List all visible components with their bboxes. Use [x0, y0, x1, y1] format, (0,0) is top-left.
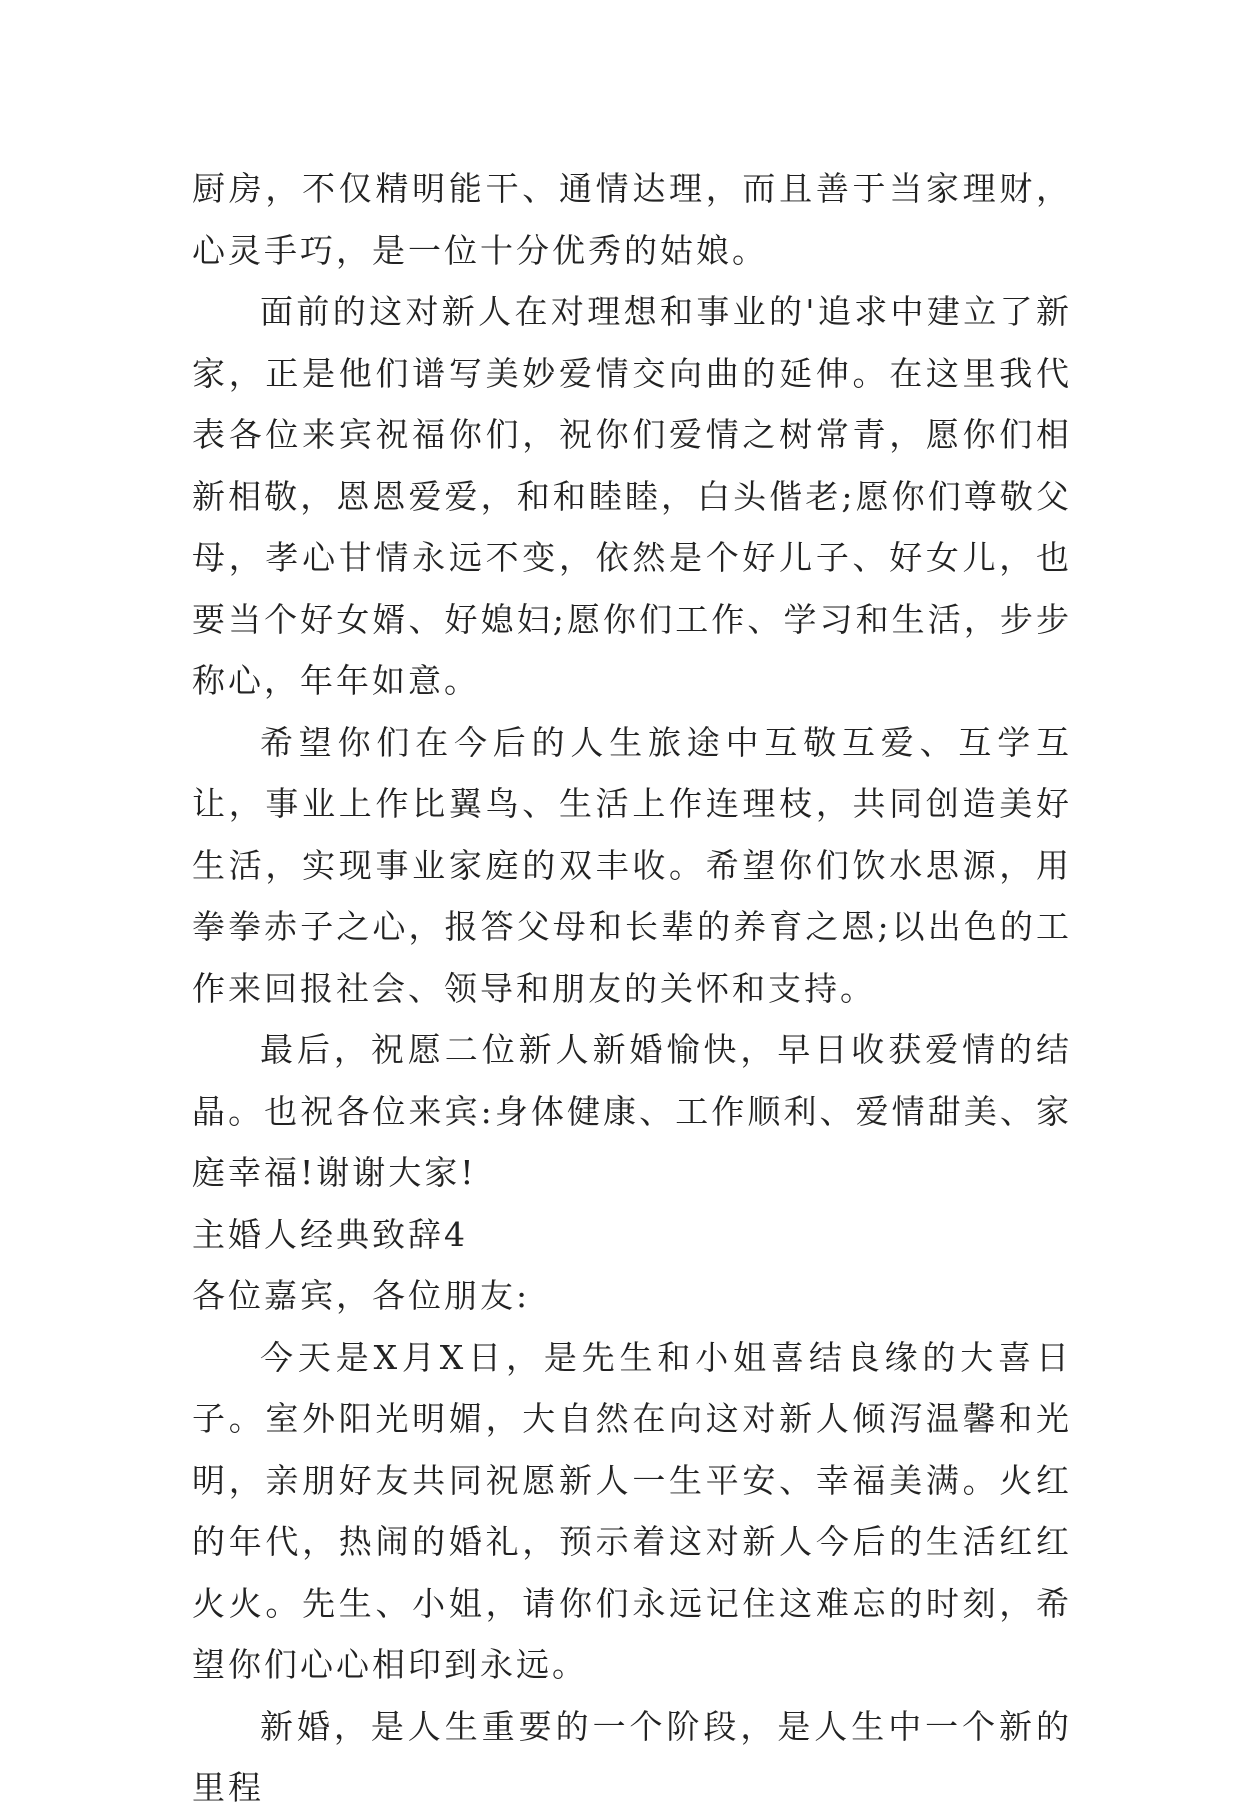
document-body — [192, 158, 1072, 1819]
paragraph-closing: 最后，祝愿二位新人新婚愉快，早日收获爱情的结晶。也祝各位来宾:身体健康、工作顺利、爱情甜美、家庭幸福!谢谢大家! — [192, 1030, 1072, 1192]
section-heading: 主婚人经典致辞4 — [192, 1214, 468, 1254]
paragraph-hopes: 希望你们在今后的人生旅途中互敬互爱、互学互让，事业上作比翼鸟、生活上作连理枝，共同创造美好生活，实现事业家庭的双丰收。希望你们饮水思源，用拳拳赤子之心，报答父母和长辈的养育之恩;以出色的工作来回报社会、领导和朋友的关怀和支持。 — [192, 722, 1072, 1008]
paragraph-wishes: 面前的这对新人在对理想和事业的'追求中建立了新家，正是他们谱写美妙爱情交向曲的延伸。在这里我代表各位来宾祝福你们，祝你们爱情之树常青，愿你们相新相敬，恩恩爱爱，和和睦睦，白头偕老;愿你们尊敬父母，孝心甘情永远不变，依然是个好儿子、好女儿，也要当个好女婿、好媳妇;愿你们工作、学习和生活，步步称心，年年如意。 — [192, 292, 1072, 700]
salutation: 各位嘉宾，各位朋友: — [192, 1276, 531, 1315]
paragraph-continuation: 厨房，不仅精明能干、通情达理，而且善于当家理财，心灵手巧，是一位十分优秀的姑娘。 — [192, 169, 1072, 270]
paragraph-trailing: 新婚，是人生重要的一个阶段，是人生中一个新的里程 — [192, 1706, 1072, 1807]
paragraph-opening: 今天是X月X日，是先生和小姐喜结良缘的大喜日子。室外阳光明媚，大自然在向这对新人倾泻温馨和光明，亲朋好友共同祝愿新人一生平安、幸福美满。火红的年代，热闹的婚礼，预示着这对新人今后的生活红红火火。先生、小姐，请你们永远记住这难忘的时刻，希望你们心心相印到永远。 — [192, 1337, 1072, 1684]
